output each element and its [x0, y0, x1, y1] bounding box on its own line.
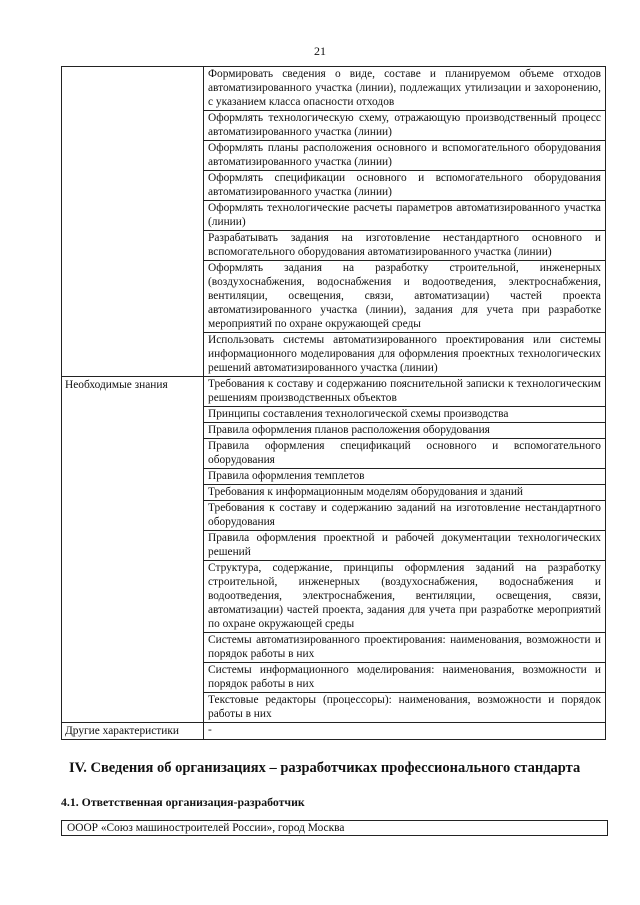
requirements-table	[61, 66, 606, 740]
table-row	[62, 377, 606, 407]
requirement-cell: Системы информационного моделирования: наименования, возможности и порядок работы в них	[204, 663, 606, 693]
requirement-cell: -	[204, 723, 606, 740]
requirement-cell: Оформлять спецификации основного и вспомогательного оборудования автоматизированного участка (линии)	[204, 171, 606, 201]
requirement-cell: Оформлять планы расположения основного и вспомогательного оборудования автоматизированного участка (линии)	[204, 141, 606, 171]
requirement-cell: Разрабатывать задания на изготовление нестандартного основного и вспомогательного оборудования автоматизированного участка (линии)	[204, 231, 606, 261]
category-cell: Необходимые знания	[62, 377, 204, 723]
subsection-heading: 4.1. Ответственная организация-разработчик	[61, 795, 305, 809]
page-number: 21	[314, 44, 326, 58]
section-heading: IV. Сведения об организациях – разработчиках профессионального стандарта	[69, 760, 581, 776]
requirement-cell: Требования к составу и содержанию заданий на изготовление нестандартного оборудования	[204, 501, 606, 531]
requirement-cell: Оформлять задания на разработку строительной, инженерных (воздухоснабжения, водоснабжения и водоотведения, электроснабжения, вентиляции, освещения, связи, автоматизации) частей проекта автоматизированного участка (линии), задания для учета при разработке мероприятий по охране окружающей среды	[204, 261, 606, 333]
requirement-cell: Требования к информационным моделям оборудования и зданий	[204, 485, 606, 501]
organization-name: ОООР «Союз машиностроителей России», город Москва	[67, 822, 345, 834]
requirement-cell: Правила оформления темплетов	[204, 469, 606, 485]
requirement-cell: Текстовые редакторы (процессоры): наименования, возможности и порядок работы в них	[204, 693, 606, 723]
table-row	[62, 723, 606, 740]
requirements-table-body	[62, 67, 606, 740]
category-cell: Другие характеристики	[62, 723, 204, 740]
requirement-cell: Оформлять технологическую схему, отражающую производственный процесс автоматизированного участка (линии)	[204, 111, 606, 141]
requirement-cell: Принципы составления технологической схемы производства	[204, 407, 606, 423]
requirement-cell: Правила оформления проектной и рабочей документации технологических решений	[204, 531, 606, 561]
requirement-cell: Структура, содержание, принципы оформления заданий на разработку строительной, инженерных (воздухоснабжения, водоснабжения и водоотведения, электроснабжения, вентиляции, освещения, связи, автоматизации) частей проекта, задания для учета при разработке мероприятий по охране окружающей среды	[204, 561, 606, 633]
requirement-cell: Правила оформления планов расположения оборудования	[204, 423, 606, 439]
category-cell	[62, 67, 204, 377]
requirement-cell: Оформлять технологические расчеты параметров автоматизированного участка (линии)	[204, 201, 606, 231]
requirement-cell: Использовать системы автоматизированного проектирования или системы информационного моделирования для оформления проектных технологических решений автоматизированного участка (линии)	[204, 333, 606, 377]
requirement-cell: Формировать сведения о виде, составе и планируемом объеме отходов автоматизированного участка (линии), подлежащих утилизации и захоронению, с указанием класса опасности отходов	[204, 67, 606, 111]
requirement-cell: Требования к составу и содержанию пояснительной записки к технологическим решениям производственных объектов	[204, 377, 606, 407]
requirement-cell: Системы автоматизированного проектирования: наименования, возможности и порядок работы в них	[204, 633, 606, 663]
table-row	[62, 67, 606, 111]
requirement-cell: Правила оформления спецификаций основного и вспомогательного оборудования	[204, 439, 606, 469]
organization-field	[61, 820, 608, 836]
